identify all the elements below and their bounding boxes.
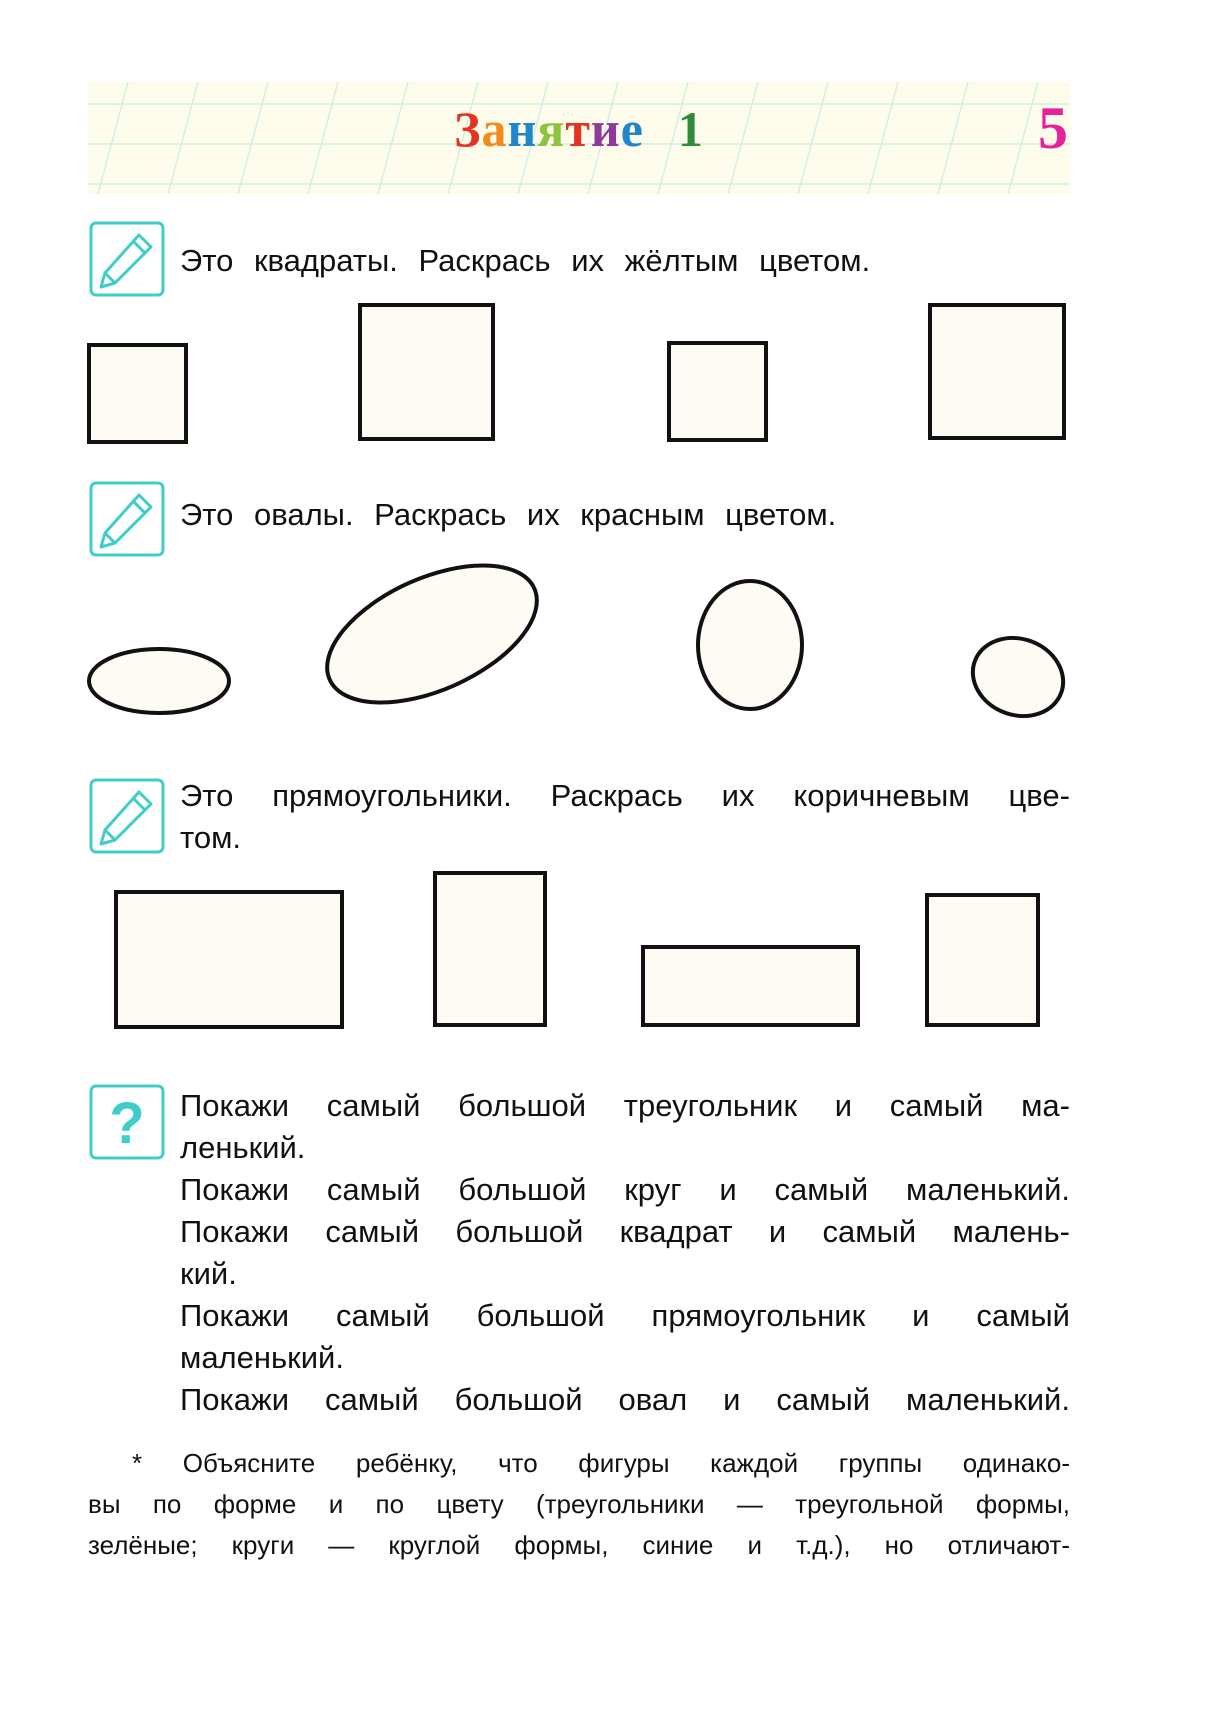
title-letter: З xyxy=(454,101,482,157)
oval-shape xyxy=(698,581,802,709)
page-number: 5 xyxy=(1038,95,1068,161)
task-line: Это прямоугольники. Раскрась их коричневым цве- xyxy=(180,778,1070,813)
question-line: Покажи самый большой овал и самый маленький. xyxy=(180,1382,1070,1417)
square-shape xyxy=(360,305,493,439)
square-shape xyxy=(89,345,186,442)
question-line: Покажи самый большой круг и самый маленький. xyxy=(180,1172,1070,1207)
rectangle-shape xyxy=(116,892,342,1027)
task-ovals-text xyxy=(180,494,836,536)
task-squares-text xyxy=(180,240,870,282)
pencil-icon xyxy=(89,221,165,297)
oval-shape xyxy=(89,649,229,713)
rectangle-shape xyxy=(927,895,1038,1025)
question-list xyxy=(180,1085,1070,1421)
pencil-icon xyxy=(89,481,165,557)
question-line: маленький. xyxy=(180,1340,344,1375)
question-line: Покажи самый большой квадрат и самый малень- xyxy=(180,1214,1070,1249)
title-letter: н xyxy=(507,101,538,157)
question-line: кий. xyxy=(180,1256,237,1291)
oval-shape xyxy=(962,626,1074,729)
question-line: Покажи самый большой прямоугольник и самый xyxy=(180,1298,1070,1333)
footnote xyxy=(88,1443,1070,1566)
title-letter: а xyxy=(481,101,508,157)
footnote-line: * Объясните ребёнку, что фигуры каждой группы одинако- xyxy=(132,1448,1070,1478)
lesson-number: 1 xyxy=(677,101,704,157)
square-shape xyxy=(669,343,766,440)
task-line: том. xyxy=(180,820,242,855)
title-letter: т xyxy=(565,101,591,157)
title-letter: я xyxy=(537,101,566,157)
question-line: Покажи самый большой треугольник и самый ма- xyxy=(180,1088,1070,1123)
title-letter: и xyxy=(590,101,621,157)
question-line: ленький. xyxy=(180,1130,306,1165)
task-line: Это квадраты. Раскрась их жёлтым цветом. xyxy=(180,243,871,278)
rectangle-shape xyxy=(435,873,545,1025)
square-shape xyxy=(930,305,1064,438)
title-letter: е xyxy=(620,101,644,157)
pencil-icon xyxy=(89,778,165,854)
oval-shape xyxy=(307,537,557,730)
lesson-title xyxy=(88,100,1070,158)
task-line: Это овалы. Раскрась их красным цветом. xyxy=(180,497,837,532)
lesson-header xyxy=(88,82,1070,194)
footnote-line: зелёные; круги — круглой формы, синие и т.д.), но отличают- xyxy=(88,1530,1070,1560)
rectangle-shape xyxy=(643,947,858,1025)
task-rectangles-text xyxy=(180,775,1070,859)
footnote-line: вы по форме и по цвету (треугольники — треугольной формы, xyxy=(88,1489,1070,1519)
question-symbol: ? xyxy=(109,1091,145,1156)
